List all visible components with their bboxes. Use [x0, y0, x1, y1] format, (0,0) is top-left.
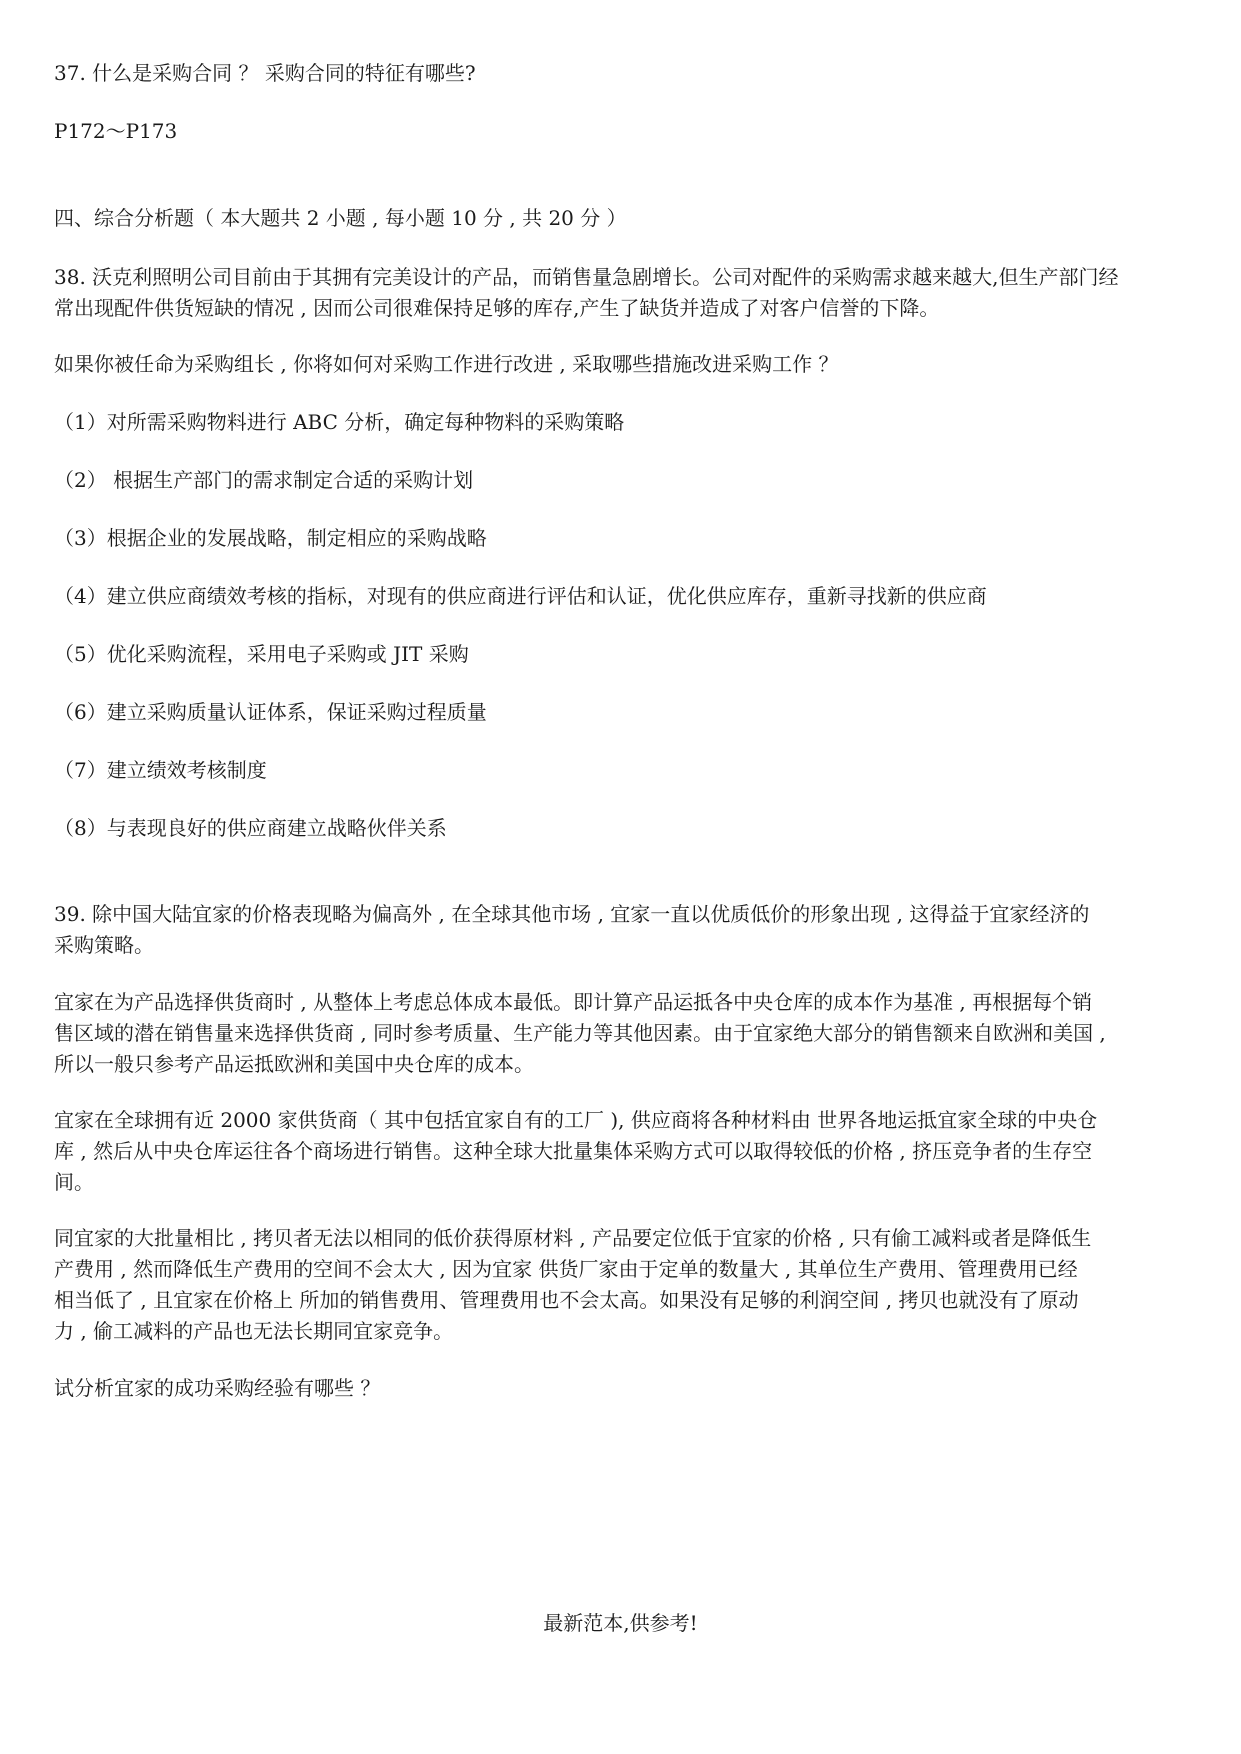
- q39-p1-line2: 采购策略。: [54, 933, 154, 957]
- q38-item-2: （2） 根据生产部门的需求制定合适的采购计划: [54, 468, 474, 492]
- q38-item-1: （1）对所需采购物料进行 ABC 分析，确定每种物料的采购策略: [54, 410, 625, 434]
- q39-p1-line1: 39. 除中国大陆宜家的价格表现略为偏高外 , 在全球其他市场 , 宜家一直以优质低价的形象出现 , 这得益于宜家经济的: [54, 902, 1090, 926]
- q38-stem-line1: 38. 沃克利照明公司目前由于其拥有完美设计的产品，而销售量急剧增长。公司对配件的采购需求越来越大,但生产部门经: [54, 265, 1119, 289]
- q38-item-5: （5）优化采购流程，采用电子采购或 JIT 采购: [54, 642, 469, 666]
- q38-item-6: （6）建立采购质量认证体系，保证采购过程质量: [54, 700, 487, 724]
- q39-p4-line2: 产费用 , 然而降低生产费用的空间不会太大 , 因为宜家 供货厂家由于定单的数量大 , 其单位生产费用、管理费用已经: [54, 1257, 1078, 1281]
- q38-stem-line2: 常出现配件供货短缺的情况 , 因而公司很难保持足够的库存,产生了缺货并造成了对客户信誉的下降。: [54, 296, 940, 320]
- q38-item-3: （3）根据企业的发展战略，制定相应的采购战略: [54, 526, 487, 550]
- q39-question: 试分析宜家的成功采购经验有哪些 ？: [54, 1376, 381, 1400]
- q38-item-8: （8）与表现良好的供应商建立战略伙伴关系: [54, 816, 447, 840]
- q38-item-4: （4）建立供应商绩效考核的指标，对现有的供应商进行评估和认证，优化供应库存，重新寻找新的供应商: [54, 584, 987, 608]
- q39-p4-line3: 相当低了 , 且宜家在价格上 所加的销售费用、管理费用也不会太高。如果没有足够的利润空间 , 拷贝也就没有了原动: [54, 1288, 1079, 1312]
- q38-prompt: 如果你被任命为采购组长 , 你将如何对采购工作进行改进 , 采取哪些措施改进采购工作 ？: [54, 352, 839, 376]
- q39-p2-line3: 所以一般只参考产品运抵欧洲和美国中央仓库的成本。: [54, 1052, 534, 1076]
- q39-p4-line1: 同宜家的大批量相比 , 拷贝者无法以相同的低价获得原材料 , 产品要定位低于宜家的价格 , 只有偷工减料或者是降低生: [54, 1226, 1092, 1250]
- q38-item-7: （7）建立绩效考核制度: [54, 758, 267, 782]
- q39-p3-line1: 宜家在全球拥有近 2000 家供货商（ 其中包括宜家自有的工厂 ), 供应商将各种材料由 世界各地运抵宜家全球的中央仓: [54, 1108, 1098, 1132]
- q37-answer: P172～P173: [54, 119, 178, 143]
- q39-p4-line4: 力 , 偷工减料的产品也无法长期同宜家竞争。: [54, 1319, 454, 1343]
- q39-p3-line2: 库 , 然后从中央仓库运往各个商场进行销售。这种全球大批量集体采购方式可以取得较低的价格 , 挤压竞争者的生存空: [54, 1139, 1093, 1163]
- q39-p2-line1: 宜家在为产品选择供货商时 , 从整体上考虑总体成本最低。即计算产品运抵各中央仓库的成本作为基准 , 再根据每个销: [54, 990, 1093, 1014]
- q39-p2-line2: 售区域的潜在销售量来选择供货商 , 同时参考质量、生产能力等其他因素。由于宜家绝大部分的销售额来自欧洲和美国 ,: [54, 1021, 1106, 1045]
- q37-question: 37. 什么是采购合同 ？ 采购合同的特征有哪些?: [54, 61, 476, 85]
- section4-heading: 四、综合分析题（ 本大题共 2 小题 , 每小题 10 分 , 共 20 分 ）: [54, 206, 627, 230]
- page-footer: 最新范本,供参考!: [543, 1611, 698, 1635]
- q39-p3-line3: 间。: [54, 1170, 94, 1194]
